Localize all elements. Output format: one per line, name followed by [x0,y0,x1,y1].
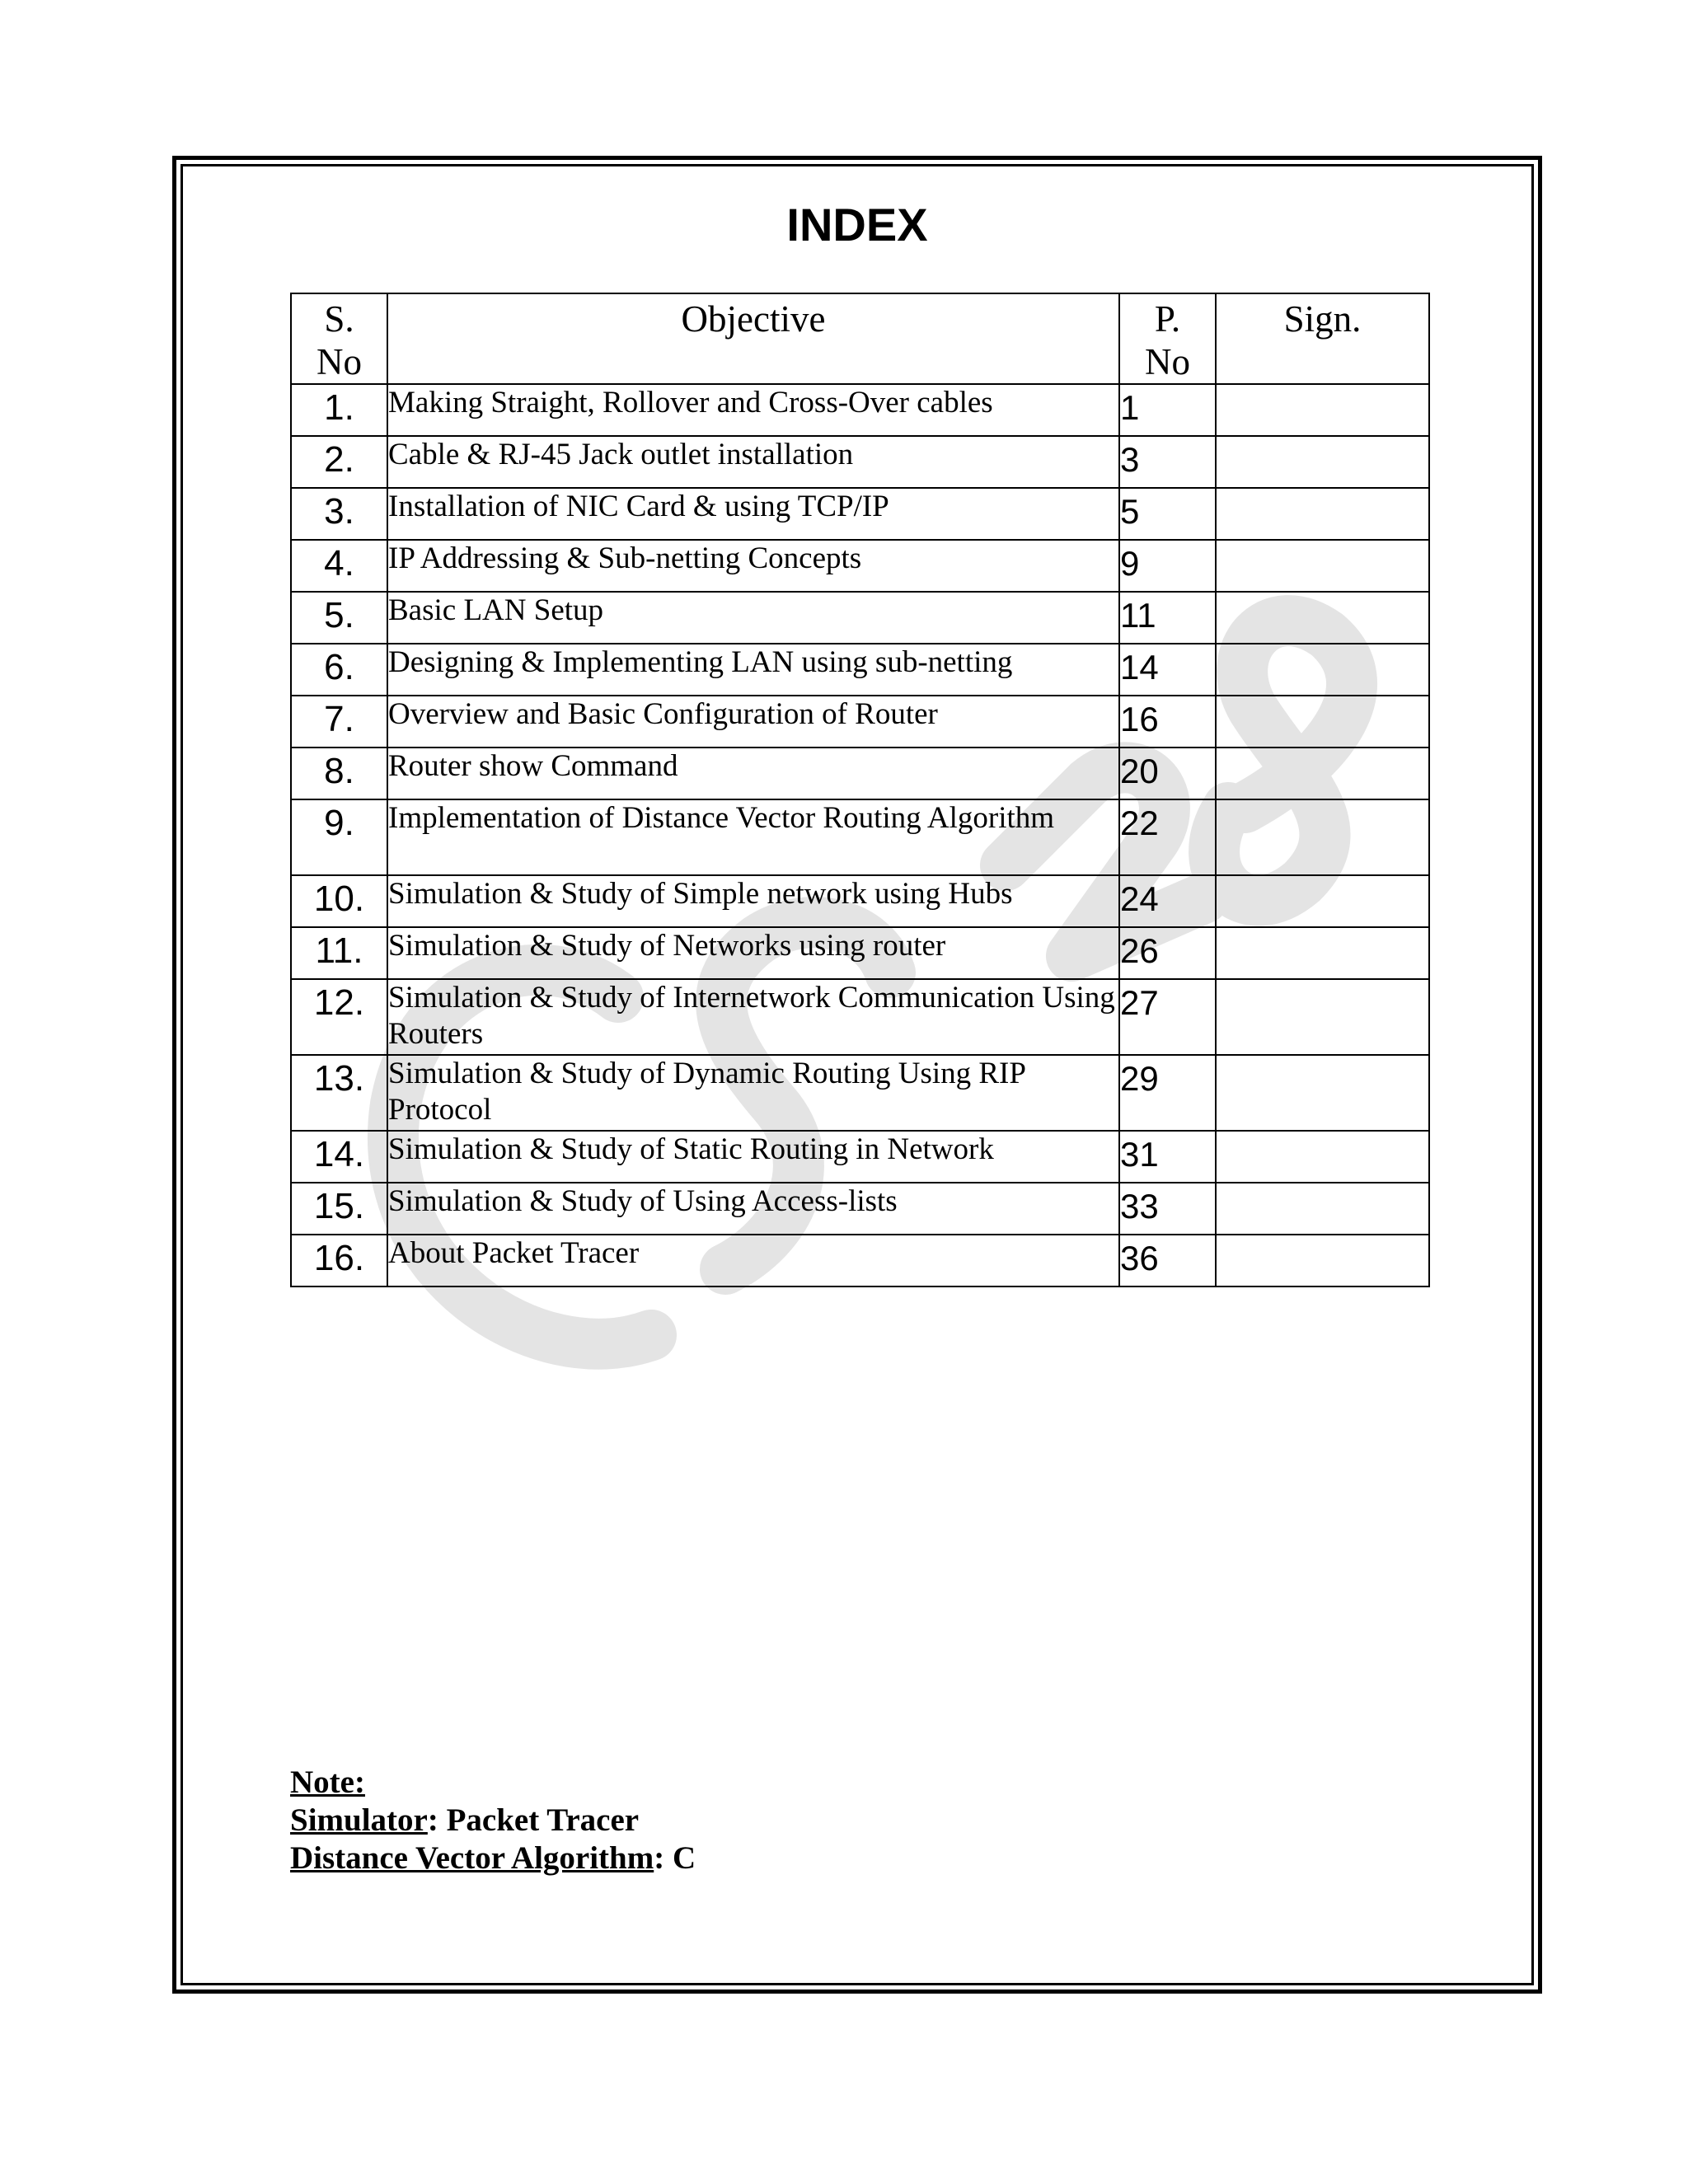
sign-cell [1216,875,1429,927]
page-number-cell: 20 [1119,748,1216,799]
sign-cell [1216,979,1429,1055]
objective-cell: Cable & RJ-45 Jack outlet installation [387,436,1119,488]
sign-cell [1216,644,1429,696]
sign-cell [1216,799,1429,875]
serial-number-cell: 9. [291,799,387,875]
sign-cell [1216,748,1429,799]
objective-cell: Making Straight, Rollover and Cross-Over cables [387,384,1119,436]
serial-number-cell: 4. [291,540,387,592]
table-header-row [291,293,1429,384]
note-algorithm-line [290,1840,696,1877]
table-row [291,384,1429,436]
table-row [291,540,1429,592]
page-number-cell: 5 [1119,488,1216,540]
simulator-label: Simulator [290,1802,428,1838]
table-row [291,1055,1429,1131]
sign-cell [1216,436,1429,488]
header-page-number-line1: P. [1154,298,1181,340]
objective-cell: Router show Command [387,748,1119,799]
sign-cell [1216,1235,1429,1286]
objective-cell: Simulation & Study of Internetwork Communication Using Routers [387,979,1119,1055]
serial-number-cell: 2. [291,436,387,488]
table-row [291,488,1429,540]
header-serial-number [291,293,387,384]
table-row [291,875,1429,927]
objective-cell: Overview and Basic Configuration of Router [387,696,1119,748]
table-row [291,799,1429,875]
table-row [291,748,1429,799]
algorithm-label: Distance Vector Algorithm [290,1840,654,1876]
table-row [291,436,1429,488]
serial-number-cell: 16. [291,1235,387,1286]
sign-cell [1216,488,1429,540]
note-section [290,1764,696,1877]
serial-number-cell: 6. [291,644,387,696]
page-number-cell: 3 [1119,436,1216,488]
objective-cell: Simulation & Study of Using Access-lists [387,1183,1119,1235]
page-number-cell: 26 [1119,927,1216,979]
header-page-number [1119,293,1216,384]
index-table [290,293,1430,1287]
table-row [291,979,1429,1055]
page-number-cell: 14 [1119,644,1216,696]
serial-number-cell: 15. [291,1183,387,1235]
serial-number-cell: 5. [291,592,387,644]
serial-number-cell: 10. [291,875,387,927]
sign-cell [1216,927,1429,979]
note-heading [290,1764,696,1802]
table-row [291,592,1429,644]
serial-number-cell: 8. [291,748,387,799]
serial-number-cell: 1. [291,384,387,436]
sign-cell [1216,1183,1429,1235]
page-number-cell: 11 [1119,592,1216,644]
sign-cell [1216,384,1429,436]
sign-cell [1216,592,1429,644]
objective-cell: About Packet Tracer [387,1235,1119,1286]
header-serial-number-line1: S. [324,298,354,340]
algorithm-value: : C [654,1840,696,1876]
simulator-value: : Packet Tracer [427,1802,640,1838]
header-objective: Objective [387,293,1119,384]
serial-number-cell: 3. [291,488,387,540]
page-number-cell: 31 [1119,1131,1216,1183]
page-number-cell: 16 [1119,696,1216,748]
table-row [291,1183,1429,1235]
sign-cell [1216,696,1429,748]
objective-cell: Simulation & Study of Dynamic Routing Using RIP Protocol [387,1055,1119,1131]
serial-number-cell: 13. [291,1055,387,1131]
objective-cell: Basic LAN Setup [387,592,1119,644]
page-number-cell: 22 [1119,799,1216,875]
objective-cell: Simulation & Study of Networks using router [387,927,1119,979]
serial-number-cell: 12. [291,979,387,1055]
page-number-cell: 27 [1119,979,1216,1055]
table-row [291,696,1429,748]
table-row [291,1235,1429,1286]
sign-cell [1216,1055,1429,1131]
objective-cell: Designing & Implementing LAN using sub-netting [387,644,1119,696]
objective-cell: Installation of NIC Card & using TCP/IP [387,488,1119,540]
page-number-cell: 36 [1119,1235,1216,1286]
page-number-cell: 33 [1119,1183,1216,1235]
sign-cell [1216,1131,1429,1183]
objective-cell: Simulation & Study of Simple network using Hubs [387,875,1119,927]
table-row [291,1131,1429,1183]
table-row [291,927,1429,979]
objective-cell: Simulation & Study of Static Routing in Network [387,1131,1119,1183]
header-sign: Sign. [1216,293,1429,384]
note-heading-text: Note: [290,1765,365,1800]
page-number-cell: 29 [1119,1055,1216,1131]
page-number-cell: 24 [1119,875,1216,927]
sign-cell [1216,540,1429,592]
note-simulator-line [290,1802,696,1840]
page-number-cell: 9 [1119,540,1216,592]
serial-number-cell: 7. [291,696,387,748]
objective-cell: Implementation of Distance Vector Routing Algorithm [387,799,1119,875]
header-page-number-line2: No [1145,341,1190,382]
serial-number-cell: 14. [291,1131,387,1183]
serial-number-cell: 11. [291,927,387,979]
objective-cell: IP Addressing & Sub-netting Concepts [387,540,1119,592]
table-row [291,644,1429,696]
header-serial-number-line2: No [316,341,362,382]
page-title: INDEX [786,199,928,251]
page-number-cell: 1 [1119,384,1216,436]
